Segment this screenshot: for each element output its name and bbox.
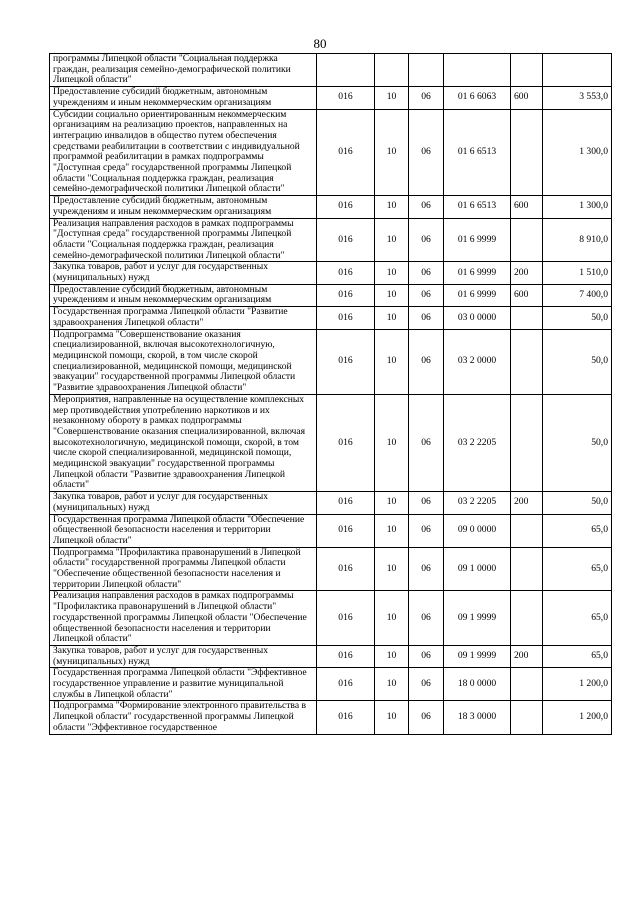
- table-row: [50, 514, 612, 547]
- row-podrazdel: 06: [409, 394, 444, 491]
- row-amount: 65,0: [543, 547, 612, 591]
- table-row: [50, 284, 612, 306]
- row-name: Закупка товаров, работ и услуг для государственных (муниципальных) нужд: [50, 645, 317, 667]
- row-expense-type: 200: [511, 645, 543, 667]
- row-expense-type: [511, 109, 543, 196]
- row-razdel: 10: [375, 492, 409, 514]
- table-row: [50, 547, 612, 591]
- row-amount: 65,0: [543, 645, 612, 667]
- row-podrazdel: 06: [409, 492, 444, 514]
- row-expense-type: [511, 394, 543, 491]
- table-row: [50, 54, 612, 87]
- row-name: Реализация направления расходов в рамках подпрограммы "Профилактика правонарушений в Липецкой области" государственной программы Липецкой области "Обеспечение общественной безопасности населения и территории Липецкой области": [50, 591, 317, 646]
- row-grbs: 016: [317, 87, 375, 109]
- row-podrazdel: 06: [409, 547, 444, 591]
- page-number: 80: [313, 36, 327, 51]
- row-razdel: 10: [375, 262, 409, 284]
- row-target-article: 01 6 6513: [444, 109, 511, 196]
- row-target-article: 18 3 0000: [444, 701, 511, 734]
- row-amount: 50,0: [543, 492, 612, 514]
- row-name: Предоставление субсидий бюджетным, автономным учреждениям и иным некоммерческим организациям: [50, 196, 317, 218]
- row-expense-type: [511, 307, 543, 329]
- row-podrazdel: 06: [409, 329, 444, 394]
- row-amount: 1 510,0: [543, 262, 612, 284]
- row-name: Мероприятия, направленные на осуществление комплексных мер противодействия употреблению наркотиков и их незаконному обороту в рамках подпрограммы "Совершенствование оказания специализированной, включая высокотехнологичную, медицинской помощи, скорой, в том числе скорой специализированной, медицинской помощи, медицинской эвакуации" государственной программы Липецкой области "Развитие здравоохранения Липецкой области": [50, 394, 317, 491]
- row-razdel: 10: [375, 701, 409, 734]
- row-target-article: 01 6 9999: [444, 218, 511, 262]
- budget-table: [49, 53, 612, 735]
- row-amount: 1 200,0: [543, 701, 612, 734]
- row-grbs: 016: [317, 668, 375, 701]
- row-grbs: 016: [317, 262, 375, 284]
- row-podrazdel: 06: [409, 87, 444, 109]
- row-razdel: 10: [375, 645, 409, 667]
- row-amount: [543, 54, 612, 87]
- row-razdel: 10: [375, 218, 409, 262]
- row-expense-type: [511, 54, 543, 87]
- row-target-article: 03 0 0000: [444, 307, 511, 329]
- row-grbs: 016: [317, 284, 375, 306]
- row-grbs: 016: [317, 645, 375, 667]
- row-razdel: 10: [375, 87, 409, 109]
- row-name: Государственная программа Липецкой области "Обеспечение общественной безопасности населения и территории Липецкой области": [50, 514, 317, 547]
- row-target-article: 09 1 0000: [444, 547, 511, 591]
- row-expense-type: 200: [511, 492, 543, 514]
- row-podrazdel: 06: [409, 668, 444, 701]
- row-grbs: 016: [317, 109, 375, 196]
- row-razdel: 10: [375, 109, 409, 196]
- row-target-article: [444, 54, 511, 87]
- table-row: [50, 394, 612, 491]
- row-grbs: 016: [317, 591, 375, 646]
- row-expense-type: 600: [511, 196, 543, 218]
- table-row: [50, 262, 612, 284]
- row-target-article: 01 6 9999: [444, 262, 511, 284]
- table-row: [50, 645, 612, 667]
- row-podrazdel: 06: [409, 262, 444, 284]
- row-amount: 1 300,0: [543, 109, 612, 196]
- row-podrazdel: 06: [409, 645, 444, 667]
- row-razdel: 10: [375, 547, 409, 591]
- row-target-article: 09 1 9999: [444, 645, 511, 667]
- table-row: [50, 701, 612, 734]
- row-expense-type: [511, 701, 543, 734]
- row-name: Предоставление субсидий бюджетным, автономным учреждениям и иным некоммерческим организациям: [50, 87, 317, 109]
- row-target-article: 03 2 2205: [444, 492, 511, 514]
- row-target-article: 01 6 9999: [444, 284, 511, 306]
- table-row: [50, 591, 612, 646]
- row-razdel: 10: [375, 196, 409, 218]
- row-expense-type: [511, 514, 543, 547]
- row-name: Закупка товаров, работ и услуг для государственных (муниципальных) нужд: [50, 492, 317, 514]
- table-row: [50, 329, 612, 394]
- row-name: Закупка товаров, работ и услуг для государственных (муниципальных) нужд: [50, 262, 317, 284]
- row-podrazdel: 06: [409, 109, 444, 196]
- row-amount: 50,0: [543, 394, 612, 491]
- row-expense-type: [511, 591, 543, 646]
- row-grbs: 016: [317, 701, 375, 734]
- row-name: Субсидии социально ориентированным некоммерческим организациям на реализацию проектов, направленных на интеграцию инвалидов в общество путем обеспечения средствами реабилитации в соответствии с индивидуальной программой реабилитации в рамках подпрограммы "Доступная среда" государственной программы Липецкой области "Социальная поддержка граждан, реализация семейно-демографической политики Липецкой области": [50, 109, 317, 196]
- row-expense-type: [511, 329, 543, 394]
- row-razdel: 10: [375, 329, 409, 394]
- row-razdel: [375, 54, 409, 87]
- row-amount: 3 553,0: [543, 87, 612, 109]
- row-expense-type: [511, 668, 543, 701]
- table-row: [50, 668, 612, 701]
- table-row: [50, 218, 612, 262]
- row-amount: 7 400,0: [543, 284, 612, 306]
- row-target-article: 03 2 2205: [444, 394, 511, 491]
- row-name: Предоставление субсидий бюджетным, автономным учреждениям и иным некоммерческим организациям: [50, 284, 317, 306]
- row-podrazdel: [409, 54, 444, 87]
- row-podrazdel: 06: [409, 701, 444, 734]
- row-razdel: 10: [375, 394, 409, 491]
- row-razdel: 10: [375, 668, 409, 701]
- row-amount: 65,0: [543, 591, 612, 646]
- row-podrazdel: 06: [409, 307, 444, 329]
- row-expense-type: [511, 547, 543, 591]
- row-amount: 50,0: [543, 329, 612, 394]
- row-expense-type: 600: [511, 284, 543, 306]
- table-row: [50, 196, 612, 218]
- row-name: программы Липецкой области "Социальная поддержка граждан, реализация семейно-демографической политики Липецкой области": [50, 54, 317, 87]
- row-grbs: 016: [317, 514, 375, 547]
- row-target-article: 01 6 6063: [444, 87, 511, 109]
- row-grbs: [317, 54, 375, 87]
- row-name: Реализация направления расходов в рамках подпрограммы "Доступная среда" государственной программы Липецкой области "Социальная поддержка граждан, реализация семейно-демографической политики Липецкой области": [50, 218, 317, 262]
- row-grbs: 016: [317, 218, 375, 262]
- row-grbs: 016: [317, 329, 375, 394]
- row-razdel: 10: [375, 307, 409, 329]
- row-target-article: 18 0 0000: [444, 668, 511, 701]
- table-row: [50, 87, 612, 109]
- row-expense-type: 200: [511, 262, 543, 284]
- row-amount: 65,0: [543, 514, 612, 547]
- row-podrazdel: 06: [409, 591, 444, 646]
- row-name: Подпрограмма "Формирование электронного правительства в Липецкой области" государственной программы Липецкой области "Эффективное государственное: [50, 701, 317, 734]
- row-expense-type: 600: [511, 87, 543, 109]
- row-amount: 1 200,0: [543, 668, 612, 701]
- row-target-article: 03 2 0000: [444, 329, 511, 394]
- row-podrazdel: 06: [409, 218, 444, 262]
- row-grbs: 016: [317, 394, 375, 491]
- row-name: Государственная программа Липецкой области "Эффективное государственное управление и развитие муниципальной службы в Липецкой области": [50, 668, 317, 701]
- row-target-article: 01 6 6513: [444, 196, 511, 218]
- row-podrazdel: 06: [409, 196, 444, 218]
- row-razdel: 10: [375, 591, 409, 646]
- table-row: [50, 109, 612, 196]
- row-expense-type: [511, 218, 543, 262]
- table-body: [50, 54, 612, 735]
- row-grbs: 016: [317, 196, 375, 218]
- row-grbs: 016: [317, 547, 375, 591]
- row-podrazdel: 06: [409, 284, 444, 306]
- row-name: Государственная программа Липецкой области "Развитие здравоохранения Липецкой области": [50, 307, 317, 329]
- row-grbs: 016: [317, 307, 375, 329]
- row-name: Подпрограмма "Профилактика правонарушений в Липецкой области" государственной программы Липецкой области "Обеспечение общественной безопасности населения и территории Липецкой области": [50, 547, 317, 591]
- row-podrazdel: 06: [409, 514, 444, 547]
- table-row: [50, 307, 612, 329]
- row-name: Подпрограмма "Совершенствование оказания специализированной, включая высокотехнологичную, медицинской помощи, скорой, в том числе скорой специализированной, медицинской помощи, медицинской эвакуации" государственной программы Липецкой области "Развитие здравоохранения Липецкой области": [50, 329, 317, 394]
- row-target-article: 09 1 9999: [444, 591, 511, 646]
- row-target-article: 09 0 0000: [444, 514, 511, 547]
- row-amount: 8 910,0: [543, 218, 612, 262]
- row-razdel: 10: [375, 514, 409, 547]
- table-row: [50, 492, 612, 514]
- row-amount: 1 300,0: [543, 196, 612, 218]
- row-grbs: 016: [317, 492, 375, 514]
- row-amount: 50,0: [543, 307, 612, 329]
- row-razdel: 10: [375, 284, 409, 306]
